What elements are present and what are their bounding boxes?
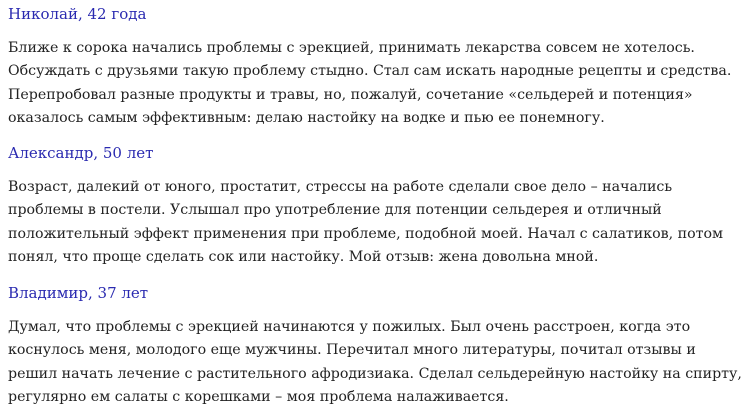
review-author: Александр, 50 лет [8,144,154,162]
review-text: Возраст, далекий от юного, простатит, стрессы на работе сделали свое дело – начались проблемы в постели. Услышал про употребление для потенции сельдерея и отличный положительный эффект применения при проблеме, подобной моей. Начал с салатиков, потом понял, что проще сделать сок или настойку. Мой отзыв: жена довольна мной. [8,179,724,265]
review-item [8,0,742,140]
review-item [8,140,742,280]
review-item [8,280,742,409]
review-text: Думал, что проблемы с эрекцией начинаются у пожилых. Был очень расстроен, когда это коснулось меня, молодого еще мужчины. Перечитал много литературы, почитал отзывы и решил начать лечение с растительного афродизиака. Сделал сельдерейную настойку на спирту, регулярно ем салаты с корешками – моя проблема налаживается. [8,319,742,405]
review-author: Владимир, 37 лет [8,284,149,302]
review-author: Николай, 42 года [8,5,147,23]
review-text: Ближе к сорока начались проблемы с эрекцией, принимать лекарства совсем не хотелось. Обсуждать с друзьями такую проблему стыдно. Стал сам искать народные рецепты и средства. Перепробовал разные продукты и травы, но, пожалуй, сочетание «сельдерей и потенция» оказалось самым эффективным: делаю настойку на водке и пью ее понемногу. [8,40,732,126]
